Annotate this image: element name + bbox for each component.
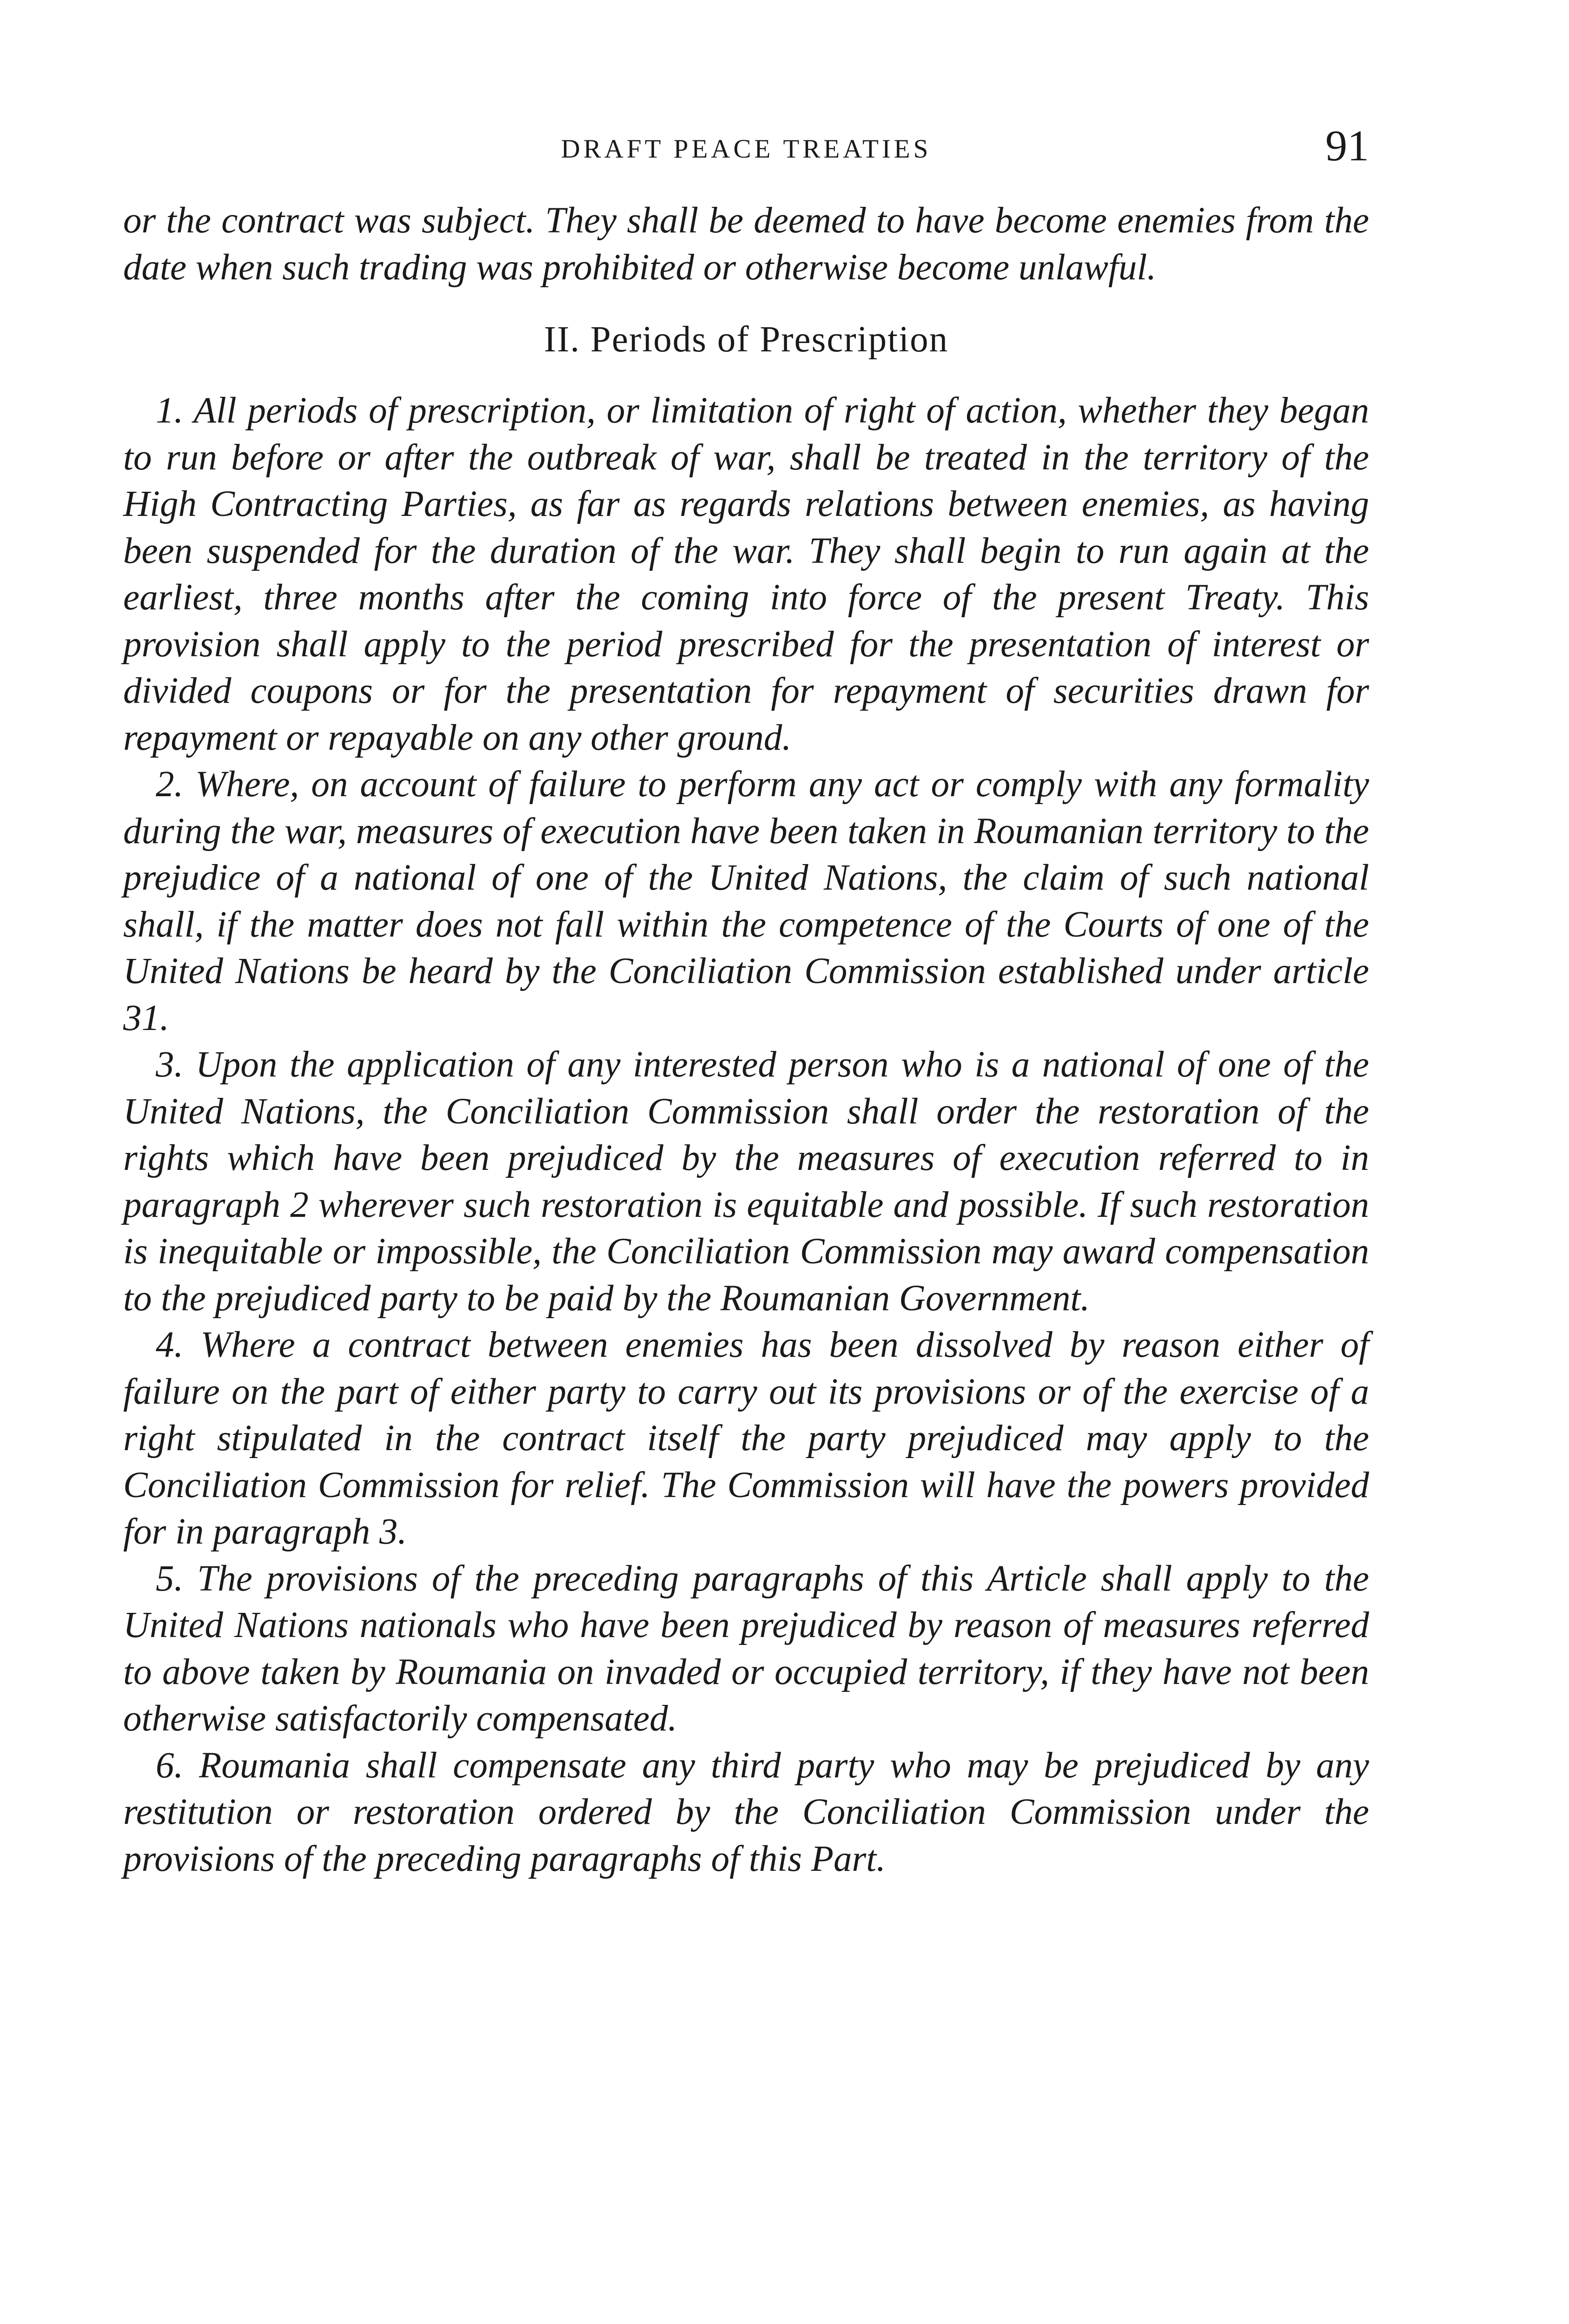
- paragraph-4: 4. Where a contract between enemies has been dissolved by reason either of failure on the part of either party to carry out its provisions or of the exercise of a right stipulated in the contract itself the party prejudiced may apply to the Conciliation Commission for relief. The Commission will have the powers provided for in paragraph 3.: [123, 1325, 1369, 1552]
- paragraph-2: 2. Where, on account of failure to perform any act or comply with any formality during the war, measures of execution have been taken in Roumanian territory to the prejudice of a national of one of the United Nations, the claim of such national shall, if the matter does not fall within the competence of the Courts of one of the United Nations be heard by the Conciliation Commission established under article 31.: [123, 764, 1369, 1038]
- document-page: [123, 116, 1369, 1882]
- section-heading: II. Periods of Prescription: [543, 319, 949, 360]
- page-number: 91: [1325, 122, 1369, 170]
- continuation-paragraph: or the contract was subject. They shall be deemed to have become enemies from the date when such trading was prohibited or otherwise become unlawful.: [123, 200, 1369, 288]
- paragraph-1: 1. All periods of prescription, or limitation of right of action, whether they began to run before or after the outbreak of war, shall be treated in the territory of the High Contracting Parties, as far as regards relations between enemies, as having been suspended for the duration of the war. They shall begin to run again at the earliest, three months after the coming into force of the present Treaty. This provision shall apply to the period prescribed for the presentation of interest or divided coupons or for the presentation for repayment of securities drawn for repayment or repayable on any other ground.: [123, 390, 1369, 758]
- paragraph-6: 6. Roumania shall compensate any third party who may be prejudiced by any restitution or restoration ordered by the Conciliation Commission under the provisions of the preceding paragraphs of this Part.: [123, 1745, 1369, 1879]
- paragraph-3: 3. Upon the application of any interested person who is a national of one of the United Nations, the Conciliation Commission shall order the restoration of the rights which have been prejudiced by the measures of execution referred to in paragraph 2 wherever such restoration is equitable and possible. If such restoration is inequitable or impossible, the Conciliation Commission may award compensation to the prejudiced party to be paid by the Roumanian Government.: [123, 1044, 1369, 1319]
- running-head: [123, 116, 1369, 177]
- running-title: DRAFT PEACE TREATIES: [561, 134, 932, 164]
- paragraph-5: 5. The provisions of the preceding paragraphs of this Article shall apply to the United Nations nationals who have been prejudiced by reason of measures referred to above taken by Roumania on invaded or occupied territory, if they have not been otherwise satisfactorily compensated.: [123, 1558, 1369, 1739]
